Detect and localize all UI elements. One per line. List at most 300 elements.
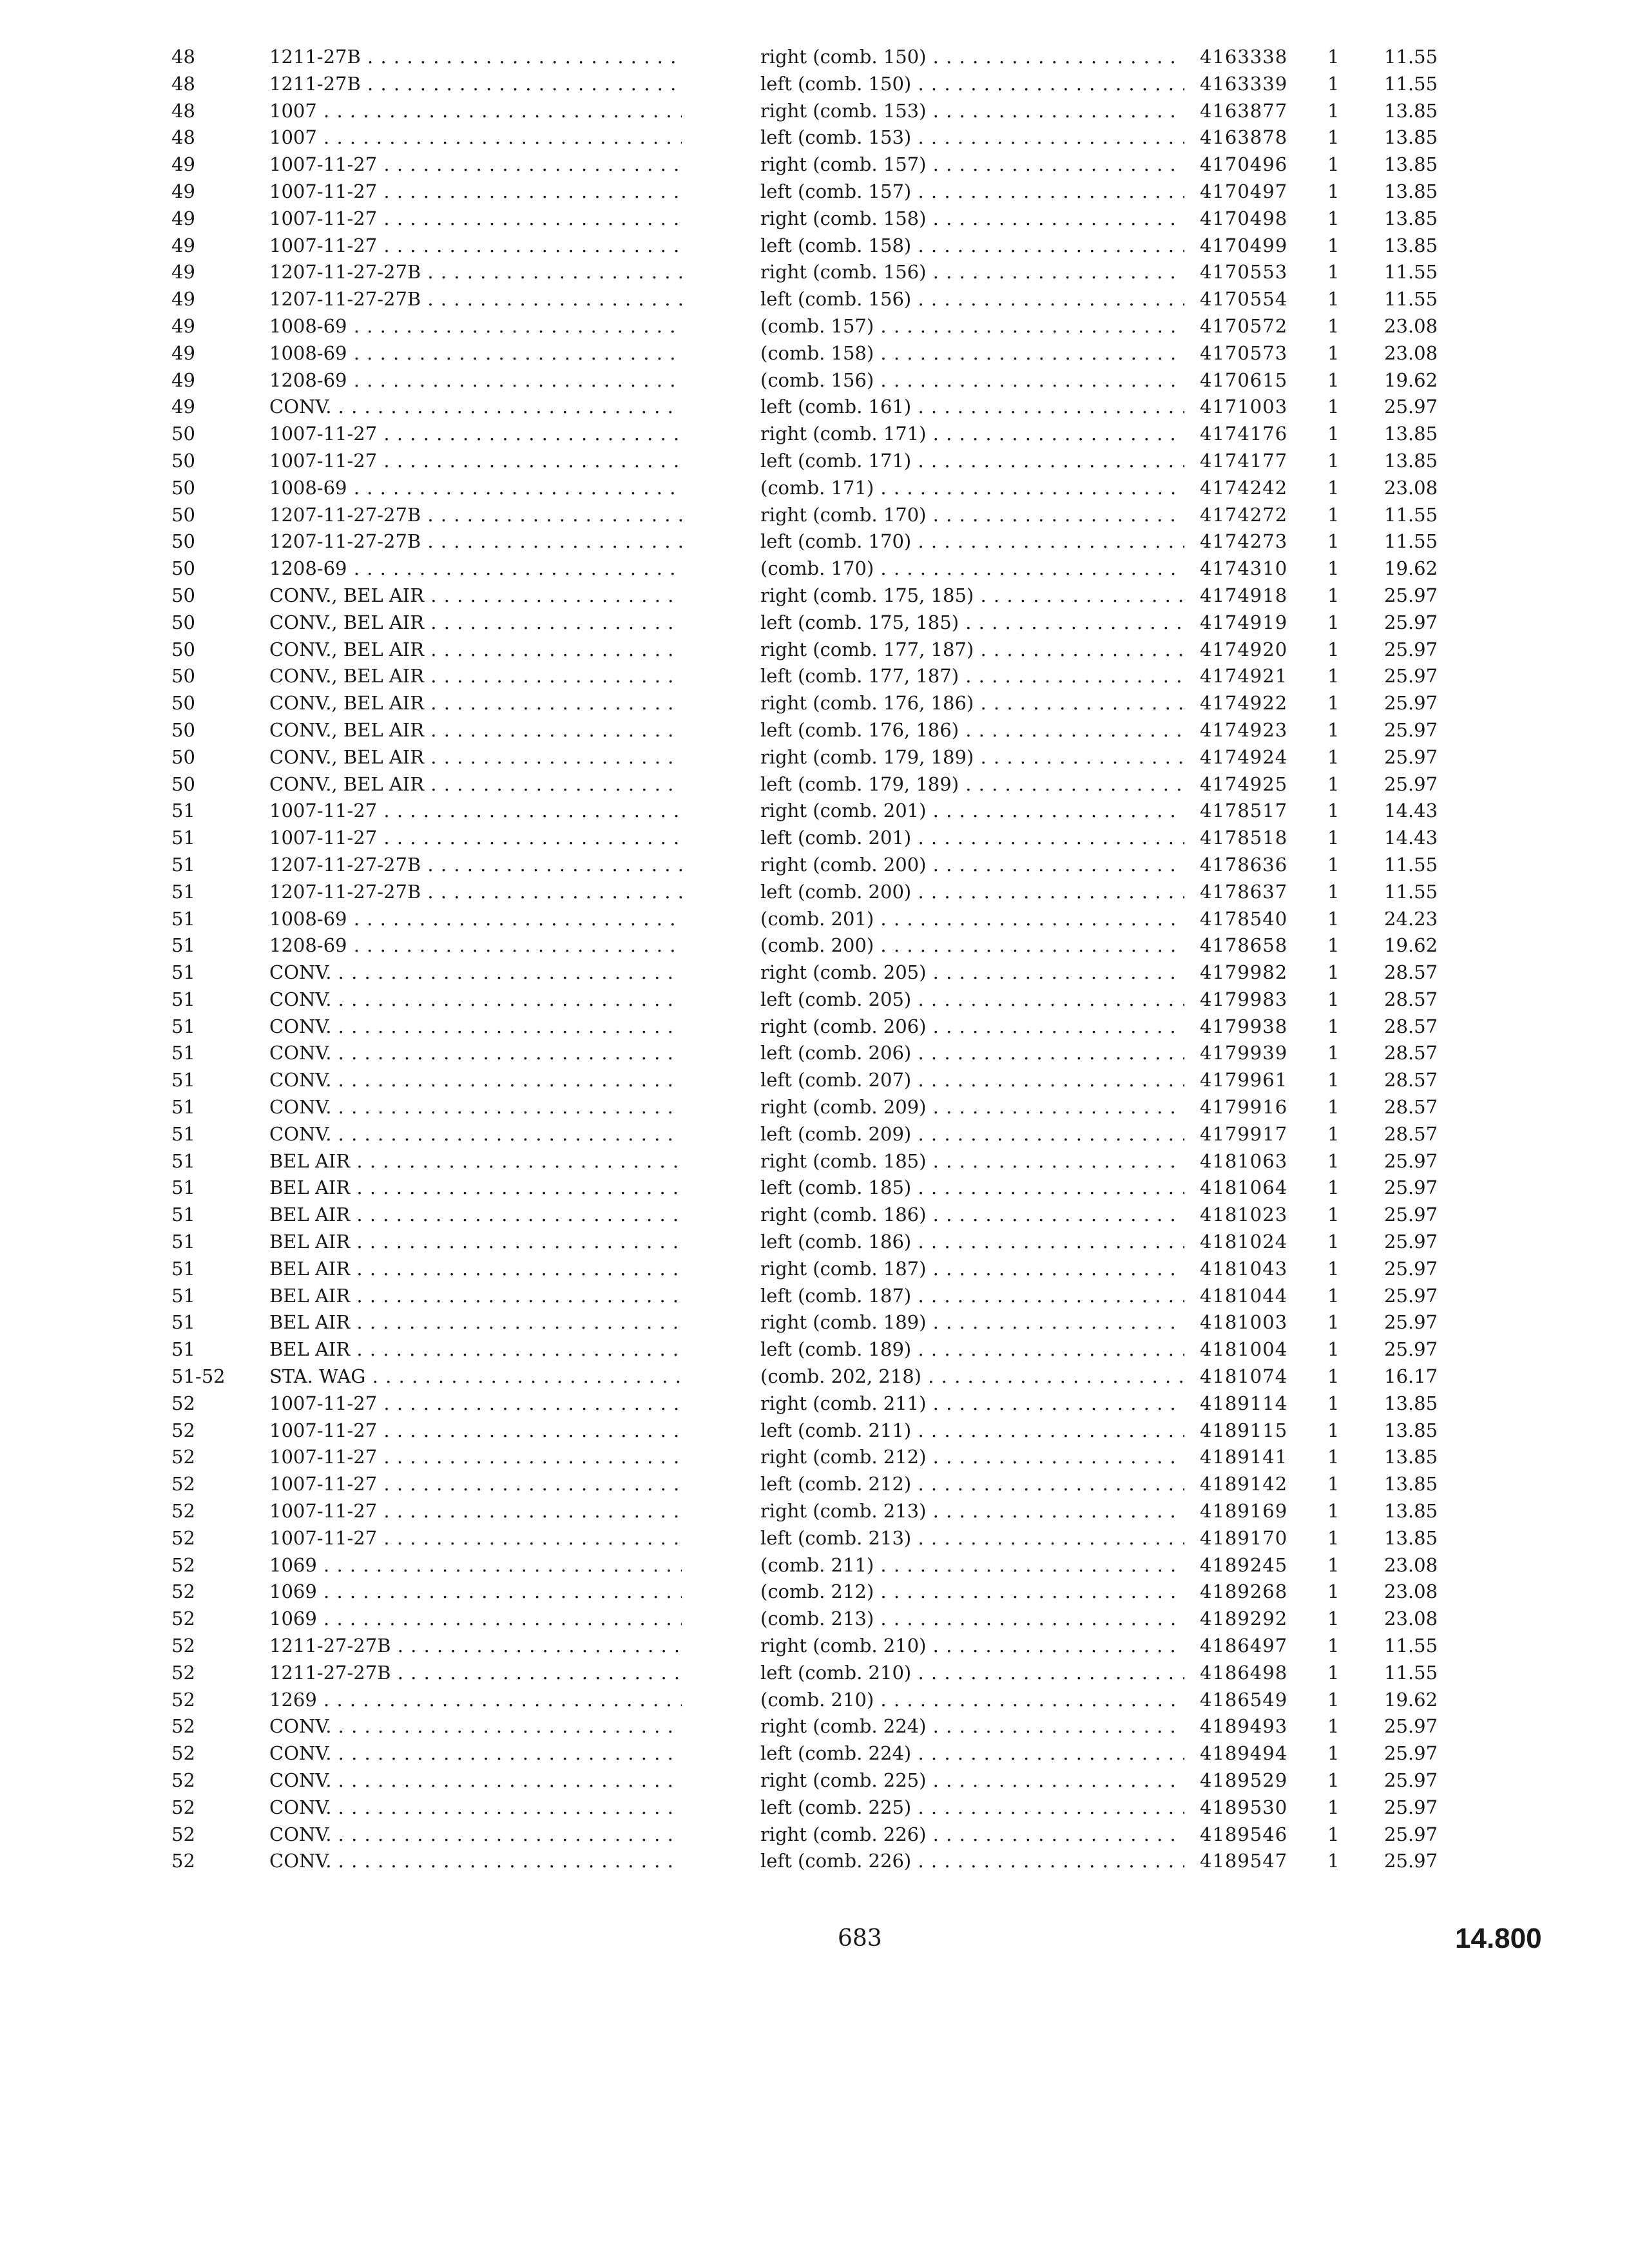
model-year: 51 [171,1149,195,1172]
part-number: 4189530 [1200,1796,1288,1818]
part-description: left (comb. 176, 186) . . . [760,717,1184,744]
table-row [0,1821,1629,1849]
quantity: 1 [1327,99,1340,122]
part-description: right (comb. 226) . . . [760,1821,1184,1849]
section-code: 14.800 [1455,1923,1542,1954]
model-number: BEL AIR . . . [269,1309,682,1336]
part-description: left (comb. 175, 185) . . . [760,610,1184,637]
table-row [0,206,1629,233]
part-description: left (comb. 206) . . . [760,1040,1184,1067]
model-year: 49 [171,314,195,337]
model-number: BEL AIR . . . [269,1283,682,1310]
quantity: 1 [1327,907,1340,930]
table-row [0,1444,1629,1471]
part-number: 4163877 [1200,99,1288,122]
part-description: right (comb. 211) . . . [760,1390,1184,1418]
quantity: 1 [1327,1096,1340,1119]
price: 28.57 [1384,1042,1438,1064]
table-row [0,1525,1629,1552]
price: 25.97 [1384,1742,1438,1765]
part-number: 4181024 [1200,1231,1288,1253]
model-year: 49 [171,341,195,364]
price: 11.55 [1384,530,1438,553]
part-description: left (comb. 186) . . . [760,1229,1184,1256]
part-description: right (comb. 179, 189) . . . [760,744,1184,771]
table-row [0,1390,1629,1418]
table-row [0,367,1629,394]
part-description: (comb. 156) . . . [760,367,1184,394]
price: 11.55 [1384,1635,1438,1657]
part-description: (comb. 210) . . . [760,1687,1184,1714]
table-row [0,1175,1629,1202]
quantity: 1 [1327,665,1340,687]
model-number: 1269 . . . [269,1687,682,1714]
part-number: 4189115 [1200,1419,1288,1441]
quantity: 1 [1327,800,1340,822]
table-row [0,98,1629,125]
quantity: 1 [1327,1069,1340,1091]
model-number: CONV. . . . [269,959,682,986]
model-number: 1007-11-27 . . . [269,1498,682,1525]
model-number: 1008-69 . . . [269,906,682,933]
part-description: right (comb. 158) . . . [760,206,1184,233]
model-number: 1207-11-27-27B . . . [269,528,682,555]
quantity: 1 [1327,153,1340,176]
price: 25.97 [1384,1850,1438,1872]
model-number: 1007-11-27 . . . [269,1390,682,1418]
model-number: 1207-11-27-27B . . . [269,286,682,313]
part-description: left (comb. 170) . . . [760,528,1184,555]
part-number: 4163878 [1200,126,1288,149]
model-year: 52 [171,1635,195,1657]
part-description: left (comb. 157) . . . [760,178,1184,206]
table-row [0,582,1629,610]
model-number: 1008-69 . . . [269,313,682,340]
model-number: CONV. . . . [269,1094,682,1121]
part-number: 4181003 [1200,1311,1288,1334]
table-row [0,1256,1629,1283]
table-row [0,906,1629,933]
part-number: 4189268 [1200,1581,1288,1603]
part-number: 4174177 [1200,449,1288,472]
model-number: 1207-11-27-27B . . . [269,879,682,906]
price: 28.57 [1384,1122,1438,1145]
model-number: 1211-27B . . . [269,71,682,98]
part-description: left (comb. 212) . . . [760,1471,1184,1498]
table-row [0,663,1629,690]
table-row [0,1552,1629,1579]
quantity: 1 [1327,1042,1340,1064]
quantity: 1 [1327,1500,1340,1523]
table-row [0,1848,1629,1875]
price: 28.57 [1384,1096,1438,1119]
part-number: 4189169 [1200,1500,1288,1523]
part-description: left (comb. 187) . . . [760,1283,1184,1310]
model-number: CONV. . . . [269,1848,682,1875]
quantity: 1 [1327,961,1340,984]
table-row [0,178,1629,206]
model-year: 50 [171,476,195,499]
table-row [0,690,1629,717]
model-year: 51 [171,1204,195,1226]
table-row [0,959,1629,986]
page-number: 683 [838,1925,882,1952]
price: 28.57 [1384,1015,1438,1037]
quantity: 1 [1327,773,1340,795]
part-description: right (comb. 156) . . . [760,259,1184,286]
table-row [0,421,1629,448]
model-number: 1208-69 . . . [269,555,682,582]
price: 11.55 [1384,853,1438,876]
part-description: left (comb. 158) . . . [760,233,1184,260]
model-number: CONV., BEL AIR . . . [269,582,682,610]
part-number: 4174919 [1200,611,1288,633]
quantity: 1 [1327,988,1340,1010]
price: 11.55 [1384,880,1438,903]
part-description: (comb. 171) . . . [760,475,1184,502]
price: 13.85 [1384,234,1438,256]
model-year: 52 [171,1850,195,1872]
part-number: 4170554 [1200,288,1288,311]
part-description: left (comb. 205) . . . [760,986,1184,1014]
quantity: 1 [1327,1850,1340,1872]
table-row [0,259,1629,286]
part-description: right (comb. 212) . . . [760,1444,1184,1471]
part-number: 4170498 [1200,207,1288,229]
part-description: right (comb. 186) . . . [760,1202,1184,1229]
part-number: 4189493 [1200,1715,1288,1738]
part-description: left (comb. 207) . . . [760,1067,1184,1094]
price: 13.85 [1384,1392,1438,1414]
price: 14.43 [1384,827,1438,849]
model-year: 52 [171,1823,195,1845]
model-number: 1208-69 . . . [269,367,682,394]
model-year: 48 [171,99,195,122]
model-number: 1007-11-27 . . . [269,1444,682,1471]
price: 25.97 [1384,611,1438,633]
table-row [0,448,1629,475]
part-description: left (comb. 209) . . . [760,1121,1184,1148]
part-description: left (comb. 210) . . . [760,1660,1184,1687]
part-description: left (comb. 171) . . . [760,448,1184,475]
part-number: 4170497 [1200,180,1288,202]
price: 23.08 [1384,1581,1438,1603]
part-number: 4174922 [1200,692,1288,715]
model-year: 49 [171,207,195,229]
model-year: 51 [171,853,195,876]
model-number: CONV. . . . [269,1794,682,1821]
part-number: 4174925 [1200,773,1288,795]
quantity: 1 [1327,1608,1340,1630]
part-description: right (comb. 209) . . . [760,1094,1184,1121]
table-row [0,151,1629,178]
model-number: CONV. . . . [269,1121,682,1148]
quantity: 1 [1327,1122,1340,1145]
table-row [0,1713,1629,1740]
model-number: BEL AIR . . . [269,1229,682,1256]
part-description: left (comb. 179, 189) . . . [760,771,1184,798]
table-row [0,1740,1629,1767]
model-year: 48 [171,72,195,95]
part-number: 4189292 [1200,1608,1288,1630]
model-year: 48 [171,46,195,68]
quantity: 1 [1327,718,1340,741]
price: 25.97 [1384,1823,1438,1845]
model-year: 50 [171,611,195,633]
quantity: 1 [1327,46,1340,68]
part-number: 4181044 [1200,1284,1288,1307]
model-number: BEL AIR . . . [269,1336,682,1363]
model-year: 51 [171,1069,195,1091]
price: 13.85 [1384,153,1438,176]
model-number: 1211-27-27B . . . [269,1660,682,1687]
price: 25.97 [1384,1177,1438,1199]
table-row [0,528,1629,555]
model-year: 50 [171,584,195,606]
table-row [0,1498,1629,1525]
model-year: 50 [171,423,195,445]
model-number: CONV., BEL AIR . . . [269,610,682,637]
price: 13.85 [1384,1526,1438,1549]
model-number: 1069 . . . [269,1552,682,1579]
model-year: 51 [171,1257,195,1280]
price: 13.85 [1384,207,1438,229]
price: 16.17 [1384,1365,1438,1388]
model-number: STA. WAG . . . [269,1363,682,1390]
model-number: CONV., BEL AIR . . . [269,717,682,744]
part-description: right (comb. 171) . . . [760,421,1184,448]
table-row [0,555,1629,582]
quantity: 1 [1327,1419,1340,1441]
model-year: 51 [171,1122,195,1145]
part-number: 4179916 [1200,1096,1288,1119]
table-row [0,286,1629,313]
quantity: 1 [1327,369,1340,391]
model-year: 51 [171,1096,195,1119]
model-number: 1008-69 . . . [269,340,682,367]
part-number: 4170553 [1200,261,1288,284]
model-number: 1211-27B . . . [269,44,682,71]
table-row [0,1606,1629,1633]
part-number: 4189114 [1200,1392,1288,1414]
part-number: 4174176 [1200,423,1288,445]
price: 11.55 [1384,261,1438,284]
model-number: 1007-11-27 . . . [269,1418,682,1445]
model-number: 1007-11-27 . . . [269,1525,682,1552]
price: 25.97 [1384,396,1438,418]
model-number: 1007-11-27 . . . [269,1471,682,1498]
part-description: left (comb. 213) . . . [760,1525,1184,1552]
model-number: CONV. . . . [269,1767,682,1794]
part-description: right (comb. 153) . . . [760,98,1184,125]
model-number: 1007-11-27 . . . [269,798,682,825]
part-description: left (comb. 177, 187) . . . [760,663,1184,690]
price: 25.97 [1384,718,1438,741]
model-number: 1007 . . . [269,98,682,125]
model-year: 51 [171,988,195,1010]
model-number: CONV., BEL AIR . . . [269,637,682,664]
model-year: 50 [171,530,195,553]
quantity: 1 [1327,1365,1340,1388]
model-year: 50 [171,449,195,472]
part-number: 4186498 [1200,1661,1288,1684]
quantity: 1 [1327,1204,1340,1226]
model-year: 52 [171,1796,195,1818]
table-row [0,1121,1629,1148]
price: 25.97 [1384,1715,1438,1738]
quantity: 1 [1327,207,1340,229]
price: 11.55 [1384,46,1438,68]
price: 11.55 [1384,1661,1438,1684]
model-number: BEL AIR . . . [269,1175,682,1202]
part-number: 4179938 [1200,1015,1288,1037]
part-number: 4170573 [1200,341,1288,364]
model-year: 52 [171,1661,195,1684]
quantity: 1 [1327,1715,1340,1738]
model-number: 1007-11-27 . . . [269,178,682,206]
quantity: 1 [1327,234,1340,256]
model-number: CONV. . . . [269,1740,682,1767]
quantity: 1 [1327,314,1340,337]
price: 19.62 [1384,369,1438,391]
model-year: 50 [171,557,195,580]
quantity: 1 [1327,72,1340,95]
model-number: CONV. . . . [269,1040,682,1067]
part-number: 4179939 [1200,1042,1288,1064]
part-description: left (comb. 200) . . . [760,879,1184,906]
model-number: CONV., BEL AIR . . . [269,690,682,717]
model-year: 51 [171,1284,195,1307]
part-description: left (comb. 156) . . . [760,286,1184,313]
quantity: 1 [1327,530,1340,553]
model-year: 50 [171,692,195,715]
quantity: 1 [1327,288,1340,311]
model-number: BEL AIR . . . [269,1148,682,1175]
table-row [0,502,1629,529]
part-number: 4174918 [1200,584,1288,606]
table-row [0,771,1629,798]
table-row [0,1767,1629,1794]
part-number: 4186549 [1200,1688,1288,1711]
price: 11.55 [1384,503,1438,526]
model-year: 51 [171,1177,195,1199]
quantity: 1 [1327,1311,1340,1334]
price: 25.97 [1384,638,1438,660]
parts-catalog-table [0,44,1629,1875]
table-row [0,986,1629,1014]
part-number: 4170499 [1200,234,1288,256]
model-year: 51 [171,800,195,822]
part-number: 4178517 [1200,800,1288,822]
model-year: 49 [171,288,195,311]
part-number: 4189529 [1200,1769,1288,1791]
quantity: 1 [1327,1553,1340,1576]
table-row [0,1202,1629,1229]
model-year: 52 [171,1526,195,1549]
model-year: 50 [171,718,195,741]
table-row [0,1633,1629,1660]
table-row [0,394,1629,421]
quantity: 1 [1327,1177,1340,1199]
part-description: right (comb. 157) . . . [760,151,1184,178]
price: 25.97 [1384,1769,1438,1791]
quantity: 1 [1327,476,1340,499]
quantity: 1 [1327,1823,1340,1845]
price: 13.85 [1384,1419,1438,1441]
quantity: 1 [1327,1581,1340,1603]
part-description: left (comb. 201) . . . [760,825,1184,852]
part-description: left (comb. 225) . . . [760,1794,1184,1821]
model-number: 1007 . . . [269,124,682,151]
part-number: 4181064 [1200,1177,1288,1199]
table-row [0,1067,1629,1094]
model-number: 1008-69 . . . [269,475,682,502]
part-number: 4181023 [1200,1204,1288,1226]
model-year: 52 [171,1419,195,1441]
part-number: 4178540 [1200,907,1288,930]
quantity: 1 [1327,638,1340,660]
part-number: 4189547 [1200,1850,1288,1872]
part-description: (comb. 158) . . . [760,340,1184,367]
table-row [0,610,1629,637]
table-row [0,744,1629,771]
price: 25.97 [1384,1284,1438,1307]
part-number: 4181074 [1200,1365,1288,1388]
part-description: right (comb. 205) . . . [760,959,1184,986]
quantity: 1 [1327,1635,1340,1657]
quantity: 1 [1327,1392,1340,1414]
part-number: 4178637 [1200,880,1288,903]
quantity: 1 [1327,880,1340,903]
model-number: 1069 . . . [269,1606,682,1633]
price: 25.97 [1384,1204,1438,1226]
part-description: left (comb. 161) . . . [760,394,1184,421]
table-row [0,1579,1629,1606]
table-row [0,1229,1629,1256]
table-row [0,313,1629,340]
part-number: 4189142 [1200,1473,1288,1495]
part-number: 4186497 [1200,1635,1288,1657]
part-description: right (comb. 177, 187) . . . [760,637,1184,664]
price: 23.08 [1384,1608,1438,1630]
table-row [0,1283,1629,1310]
part-description: right (comb. 201) . . . [760,798,1184,825]
model-year: 52 [171,1392,195,1414]
part-number: 4174924 [1200,745,1288,768]
part-number: 4179983 [1200,988,1288,1010]
model-number: 1069 . . . [269,1579,682,1606]
part-number: 4174920 [1200,638,1288,660]
model-number: 1207-11-27-27B . . . [269,259,682,286]
quantity: 1 [1327,341,1340,364]
table-row [0,475,1629,502]
price: 13.85 [1384,99,1438,122]
part-number: 4170572 [1200,314,1288,337]
price: 25.97 [1384,745,1438,768]
model-number: 1208-69 . . . [269,932,682,959]
model-year: 49 [171,369,195,391]
price: 28.57 [1384,988,1438,1010]
price: 13.85 [1384,449,1438,472]
model-number: CONV. . . . [269,1821,682,1849]
quantity: 1 [1327,1446,1340,1468]
model-year: 52 [171,1500,195,1523]
price: 14.43 [1384,800,1438,822]
part-description: left (comb. 189) . . . [760,1336,1184,1363]
model-number: BEL AIR . . . [269,1256,682,1283]
part-description: (comb. 213) . . . [760,1606,1184,1633]
model-year: 52 [171,1742,195,1765]
